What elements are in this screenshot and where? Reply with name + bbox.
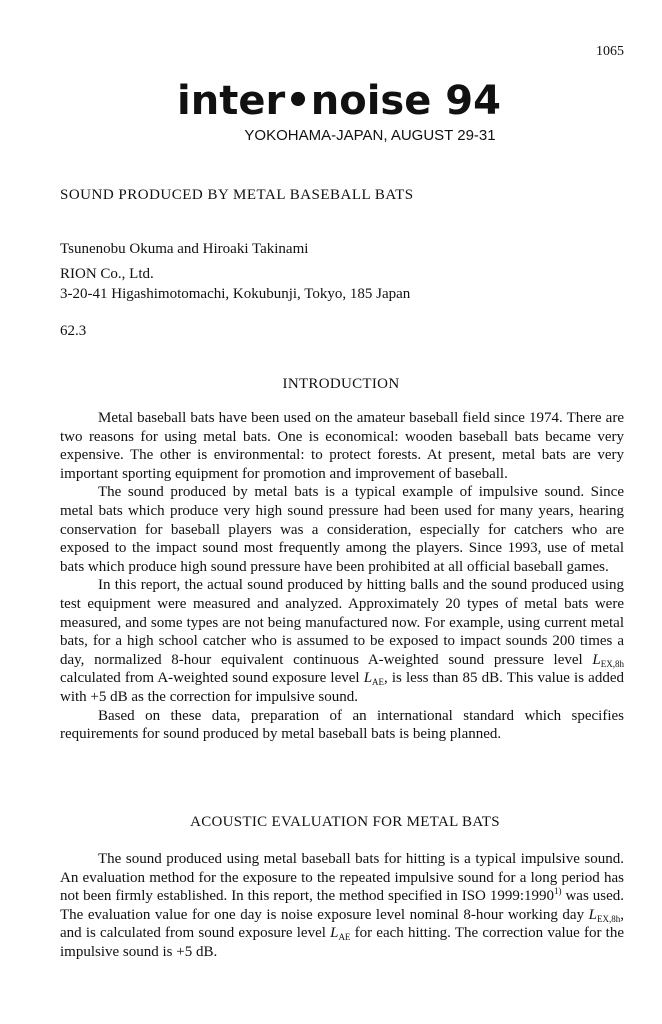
acoustic-body [60,850,624,962]
authors: Tsunenobu Okuma and Hiroaki Takinami [60,241,309,257]
symbol-l: L [363,670,373,687]
introduction-body [60,409,624,744]
acoustic-p1-text-d: for each hitting. The correction value for the impulsive sound is +5 dB. [60,925,625,960]
subscript-ae: AE [338,932,351,943]
subscript-ex8h: EX,8h [600,658,624,669]
symbol-l: L [330,925,339,942]
affiliation-address: 3-20-41 Higashimotomachi, Kokubunji, Tokyo, 185 Japan [60,286,411,302]
acoustic-p1-text-a: The sound produced using metal baseball bats for hitting is a typical impulsive sound. An evaluation method for the exposure to the repeated impulsive sound for a long period has not been firmly established. In this report, the method specified in ISO 1999:1990 [60,851,624,905]
symbol-l: L [592,651,601,668]
symbol-l: L [588,906,597,923]
intro-paragraph-3 [60,576,624,706]
introduction-heading: INTRODUCTION [282,376,400,392]
intro-p3-text-c: , is less than 85 dB. This value is added with +5 dB as the correction for impulsive sound. [60,670,624,705]
page-number: 1065 [596,44,624,59]
intro-paragraph-4: Based on these data, preparation of an international standard which specifies requirements for sound produced by metal baseball bats is being planned. [60,707,624,743]
acoustic-heading: ACOUSTIC EVALUATION FOR METAL BATS [190,814,500,830]
intro-p3-text-a: In this report, the actual sound produced by hitting balls and the sound produced using test equipment were measured and analyzed. Approximately 20 types of metal bats were measured, and some types are not being manufactured now. For example, using current metal bats, for a high school catcher who is assumed to be exposed to impact sounds 200 times a day, normalized 8-hour equivalent continuous A-weighted sound pressure level [60,577,624,668]
acoustic-p1-text-b: was used. The evaluation value for one day is noise exposure level nominal 8-hour working day [60,888,624,923]
conference-logo: inter•noise 94 [177,78,501,124]
affiliation-company: RION Co., Ltd. [60,266,154,282]
acoustic-p1-text-c: , and is calculated from sound exposure level [60,906,624,942]
reference-mark: 1) [554,886,562,897]
subscript-ex8h: EX,8h [597,913,621,924]
intro-paragraph-1: Metal baseball bats have been used on the amateur baseball field since 1974. There are two reasons for using metal bats. One is economical: wooden baseball bats became very expensive. The other is environmental: to protect forests. At present, metal bats are very important sporting equipment for promotion and improvement of baseball. [60,410,624,482]
paper-title: SOUND PRODUCED BY METAL BASEBALL BATS [60,187,414,203]
acoustic-paragraph-1 [60,850,624,962]
paper-code: 62.3 [60,323,87,339]
conference-subtitle: YOKOHAMA-JAPAN, AUGUST 29-31 [244,127,496,144]
subscript-ae: AE [372,677,385,688]
intro-paragraph-2: The sound produced by metal bats is a typical example of impulsive sound. Since metal bats which produce very high sound pressure had been used for many years, hearing conservation for baseball players was a consideration, especially for catchers who are exposed to the impact sound most frequently among the players. Since 1993, use of metal bats which produce high sound pressure have been prohibited at all official baseball games. [60,484,624,575]
intro-p3-text-b: calculated from A-weighted sound exposure level [60,670,364,687]
